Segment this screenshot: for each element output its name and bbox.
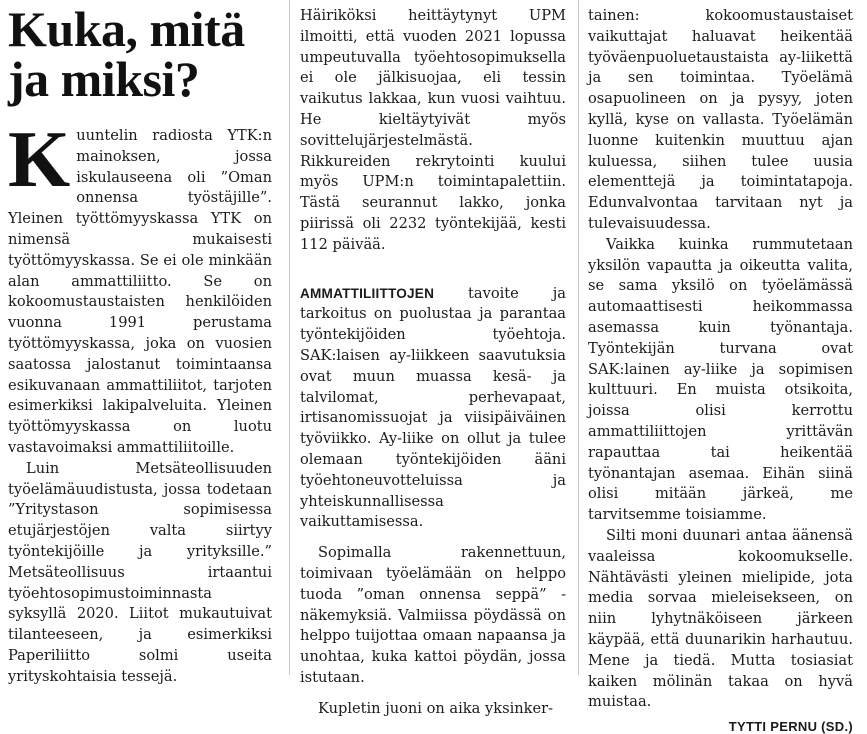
lead-paragraph-text: uuntelin radiosta YTK:n mainoksen, jossa iskulauseena oli ”Oman onnensa työstäjille”. Yleinen työttömyyskassa YTK on nimensä mukaisesti työttömyyskassa. Se ei ole minkään alan ammattiliitto. Se on kokoomustaustaisten henkilöiden vuonna 1991 perustama työttömyyskassa, joka on vuosien saatossa jalostanut toimintaansa esikuvanaan ammattiliitot, tarjoten esimerkiksi lakipalveluita. Yleinen työttömyyskassa on luotu vastavoimaksi ammattiliitoille. (8, 127, 272, 456)
section-paragraph (300, 284, 566, 534)
article-column-1 (8, 0, 272, 688)
lead-paragraph (8, 116, 272, 459)
paragraph: tainen: kokoomustaustaiset vaikuttajat haluavat heikentää työväenpuoluetaustaista ay-liikettä ja sen toimintaa. Työelämä osapuolineen on ja pysyy, joten kyllä, kyse on vallasta. Työelämän luonne kuitenkin muuttuu ajan kuluessa, siihen tulee uusia elementtejä ja toimintatapoja. Edunvalvontaa tarvitaan nyt ja tulevaisuudessa. (588, 7, 853, 232)
section-paragraph-text: tavoite ja tarkoitus on puolustaa ja parantaa työntekijöiden työehtoja. SAK:laisen ay-liikkeen saavutuksia ovat muun muassa kesä- ja talvilomat, perhevapaat, irtisanomissuojat ja viisipäiväinen työviikko. Ay-liike on ollut ja tulee olemaan työntekijöiden ääni työehtoneuvotteluissa ja yhteiskunnallisessa vaikuttamisessa. (300, 284, 566, 531)
column-rule-2 (578, 0, 579, 675)
paragraph: Häiriköksi heittäytynyt UPM ilmoitti, että vuoden 2021 lopussa umpeutuvalla työehtosopimuksella ei ole jälkisuojaa, eli tessin vaikutus lakkaa, kun vuosi vaihtuu. He kieltäytyivät myös sovittelujärjestelmästä. Rikkureiden rekrytointi kuului myös UPM:n toimintapalettiin. Tästä seurannut lakko, jonka piirissä oli 2232 työntekijää, kesti 112 päivää. (300, 7, 566, 253)
paragraph: Sopimalla rakennettuun, toimivaan työelämään on helppo tuoda ”oman onnensa seppä” -näkemyksiä. Valmiissa pöydässä on helppo tuijottaa omaan napaansa ja unohtaa, kuka kattoi pöydän, jossa istutaan. (300, 544, 566, 686)
article-column-2 (300, 0, 566, 720)
column-rule-1 (289, 0, 290, 675)
headline: Kuka, mitä ja miksi? (8, 1, 245, 107)
drop-cap: K (8, 116, 71, 204)
paragraph: Silti moni duunari antaa äänensä vaaleissa kokoomukselle. Nähtävästi yleinen mielipide, jota media sorvaa mieleisekseen, on niin lyhytnäköiseen järkeen käypää, että duunarikin harhautuu. Mene ja tiedä. Mutta tosiasiat kaiken mölinän takaa on hyvä muistaa. (588, 526, 853, 711)
paragraph: Vaikka kuinka rummutetaan yksilön vapautta ja oikeutta valita, se sama yksilö on työelämässä automaattisesti heikommassa asemassa kuin työnantaja. Työntekijän turvana ovat SAK:lainen ay-liike ja sopimisen kulttuuri. En muista otsikoita, joissa olisi kerrottu ammattiliittojen yrittävän rapauttaa tai heikentää työnantajan asemaa. Eihän siinä olisi mitään järkeä, me tarvitsemme toisiamme. (588, 235, 853, 524)
paragraph: Kupletin juoni on aika yksinker- (318, 699, 554, 717)
section-lead-word: AMMATTILIITTOJEN (300, 285, 435, 301)
paragraph: Luin Metsäteollisuuden työelämäuudistusta, jossa todetaan ”Yritystason sopimisessa etujärjestöjen valta siirtyy työntekijöille ja yrityksille.” Metsäteollisuus irtaantui työehtosopimustoiminnasta syksyllä 2020. Liitot mukautuivat tilanteeseen, ja esimerkiksi Paperiliitto solmi useita yrityskohtaisia tessejä. (8, 459, 272, 685)
article-column-3 (588, 0, 853, 734)
author-signature: TYTTI PERNU (SD.) (728, 719, 853, 734)
